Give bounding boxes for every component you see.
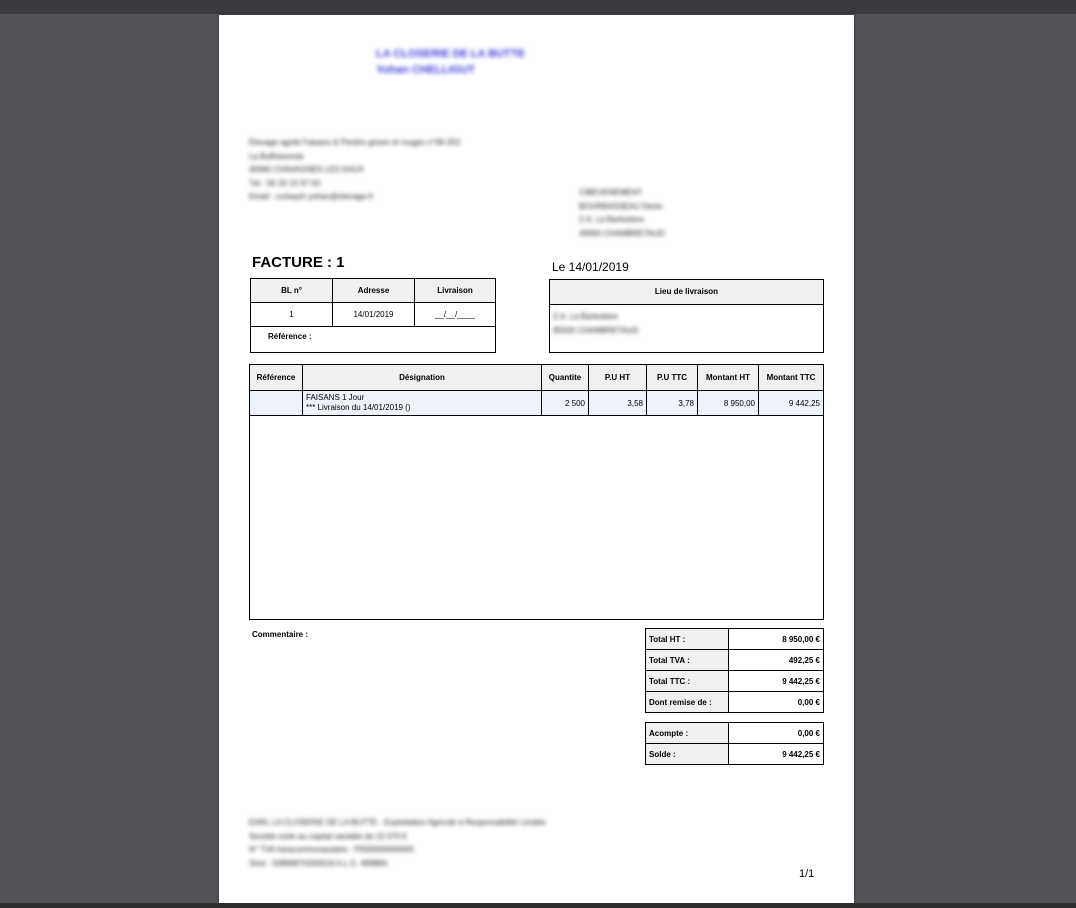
row-pu-ht: 3,58 — [589, 391, 647, 416]
discount-value: 0,00 € — [729, 692, 824, 713]
footer-line: EARL LA CLOSERIE DE LA BUTTE - Exploitation Agricole à Responsabilité Limitée — [249, 818, 546, 827]
address-line: Élevage agréé Faisans & Perdrix grises et rouges n°49-253 — [249, 138, 460, 147]
invoice-lines-table — [249, 364, 824, 620]
col-pu-ht: P.U HT — [589, 365, 647, 391]
viewer-top-bar — [0, 0, 1076, 14]
company-name: LA CLOSERIE DE LA BUTTE — [376, 48, 525, 60]
recipient-line: Z.A. La Barbotiere — [579, 215, 644, 224]
footer-line: N° TVA intracommunautaire : FR00000000000 — [249, 845, 414, 854]
address-line: La Buffoisonnie — [249, 151, 305, 161]
col-pu-ttc: P.U TTC — [647, 365, 698, 391]
row-montant-ttc: 9 442,25 — [759, 391, 824, 416]
acompte-row — [646, 723, 824, 744]
col-reference: Référence — [250, 365, 303, 391]
total-ttc-row — [646, 671, 824, 692]
footer-line: Société civile au capital variable de 15 570 € — [249, 831, 407, 841]
page-number: 1/1 — [799, 868, 815, 880]
viewer-bottom-bar — [0, 903, 1076, 908]
company-owner: Yohan CHELLIGUT — [376, 64, 475, 76]
total-ht-value: 8 950,00 € — [729, 629, 824, 650]
delivery-place-header: Lieu de livraison — [550, 280, 823, 305]
bl-header: BL n° — [251, 279, 333, 303]
row-montant-ht: 8 950,00 — [698, 391, 759, 416]
solde-value: 9 442,25 € — [729, 744, 824, 765]
adresse-header: Adresse — [333, 279, 415, 303]
total-ht-label: Total HT : — [646, 629, 729, 650]
totals-table — [645, 628, 824, 713]
col-montant-ht: Montant HT — [698, 365, 759, 391]
sender-address — [249, 136, 460, 204]
delivery-place-line: 85500 CHAMBRETAUD — [553, 325, 639, 335]
col-quantite: Quantite — [542, 365, 589, 391]
livraison-value: __/__/____ — [415, 303, 496, 327]
row-reference — [250, 391, 303, 416]
row-designation-line-2: *** Livraison du 14/01/2019 () — [306, 403, 411, 412]
solde-row — [646, 744, 824, 765]
total-ttc-value: 9 442,25 € — [729, 671, 824, 692]
invoice-title: FACTURE : 1 — [252, 254, 345, 271]
row-designation — [303, 391, 542, 416]
legal-footer — [249, 816, 546, 870]
invoice-page — [219, 15, 854, 903]
comment-label: Commentaire : — [252, 630, 309, 639]
acompte-value: 0,00 € — [729, 723, 824, 744]
row-quantite: 2 500 — [542, 391, 589, 416]
acompte-label: Acompte : — [646, 723, 729, 744]
footer-line: Siret : 50899970200019 A.L.S. 49988A — [249, 858, 388, 868]
total-tva-row — [646, 650, 824, 671]
address-line: Email : corbayih yohan@elevage.fr — [249, 192, 374, 201]
col-designation: Désignation — [303, 365, 542, 391]
discount-label: Dont remise de : — [646, 692, 729, 713]
table-empty-cell — [250, 416, 824, 620]
discount-row — [646, 692, 824, 713]
bl-value: 1 — [251, 303, 333, 327]
table-empty-area — [250, 416, 824, 620]
solde-label: Solde : — [646, 744, 729, 765]
total-tva-label: Total TVA : — [646, 650, 729, 671]
recipient-line: CIBEVENEMENT — [579, 188, 643, 197]
reference-label: Référence : — [251, 327, 496, 353]
company-name-block — [376, 46, 525, 78]
delivery-place-address — [550, 305, 823, 337]
total-tva-value: 492,25 € — [729, 650, 824, 671]
table-row — [250, 391, 824, 416]
row-pu-ttc: 3,78 — [647, 391, 698, 416]
address-line: 49360 CHAVAGNES LES EAUX — [249, 165, 364, 174]
row-designation-line-1: FAISANS 1 Jour — [306, 393, 365, 402]
delivery-place-line: Z.A. La Barbotiere — [553, 312, 618, 321]
delivery-place-box — [549, 279, 824, 353]
recipient-address — [579, 186, 665, 240]
invoice-date: Le 14/01/2019 — [552, 260, 629, 274]
adresse-value: 14/01/2019 — [333, 303, 415, 327]
payment-table — [645, 722, 824, 765]
livraison-header: Livraison — [415, 279, 496, 303]
address-line: Tél : 06 33 15 97 63 — [249, 178, 321, 188]
total-ttc-label: Total TTC : — [646, 671, 729, 692]
recipient-line: BOURBASSEAU Denis — [579, 201, 663, 211]
col-montant-ttc: Montant TTC — [759, 365, 824, 391]
delivery-note-table — [250, 278, 496, 353]
recipient-line: 49300 CHAMBRETAUD — [579, 228, 665, 238]
total-ht-row — [646, 629, 824, 650]
